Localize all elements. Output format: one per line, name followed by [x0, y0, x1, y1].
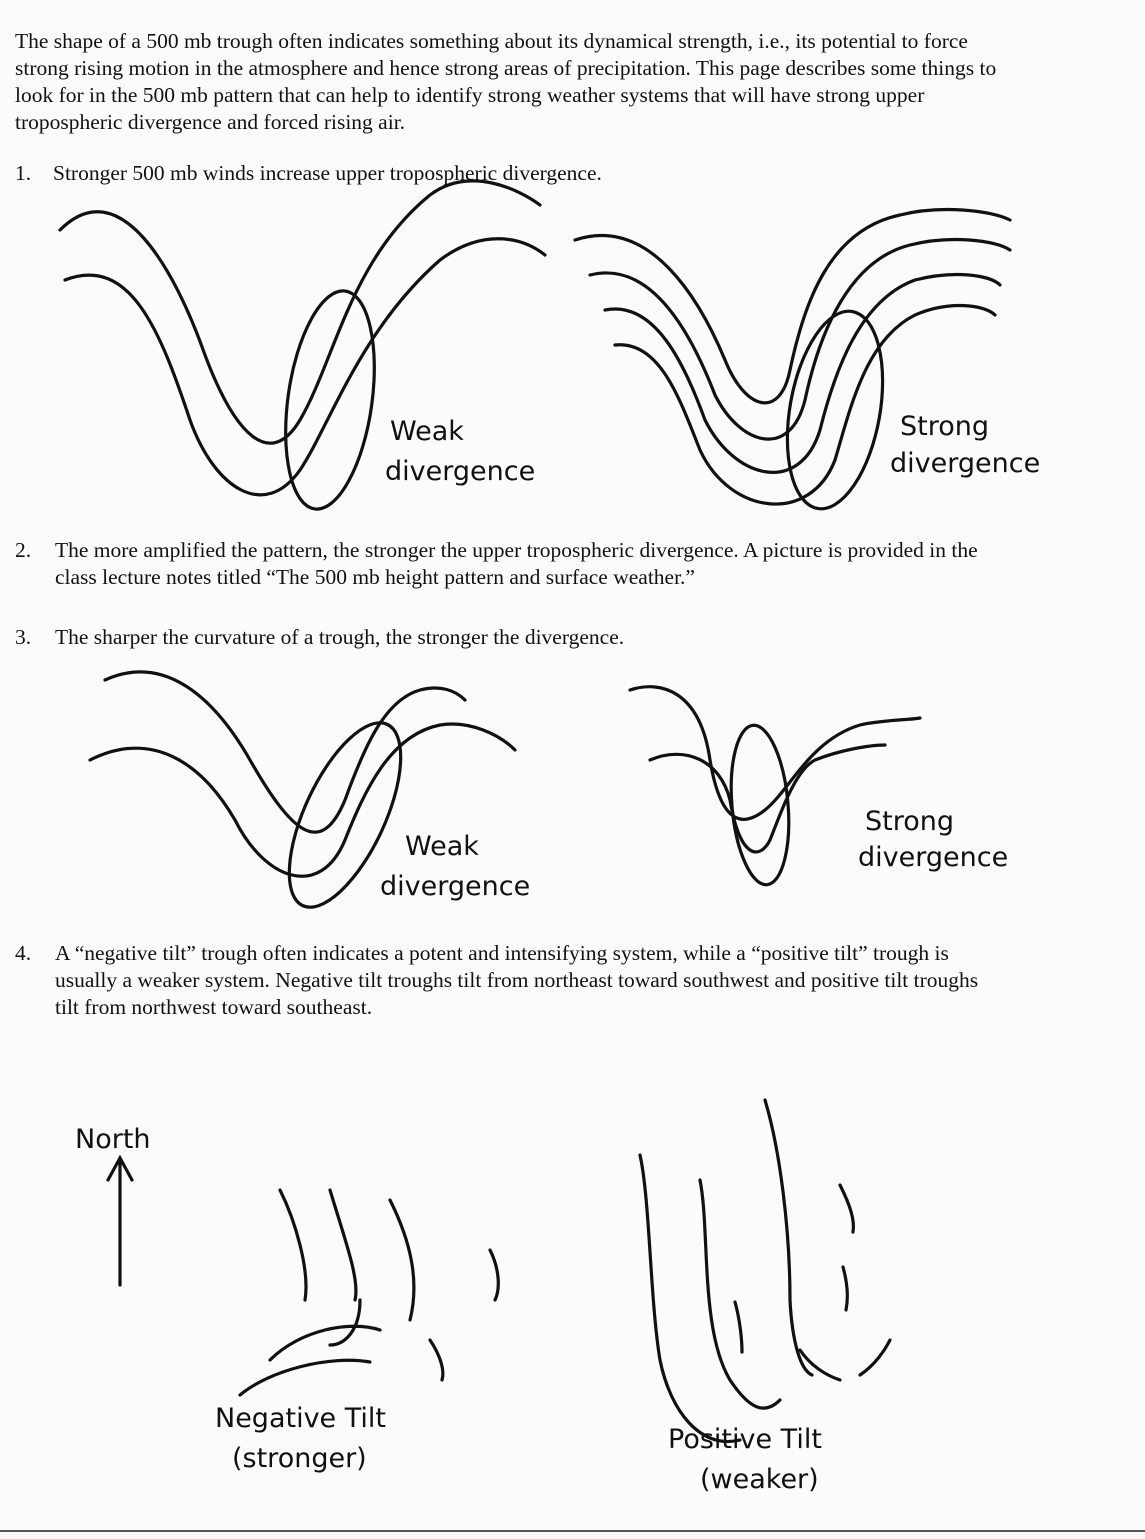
height-contour: [430, 1340, 443, 1380]
north-label: North: [75, 1124, 151, 1155]
sketch1-right-label-2: divergence: [890, 448, 1041, 479]
item-text: A “negative tilt” trough often indicates a potent and intensifying system, while a “positive tilt” trough is usually a weaker system. Negative tilt troughs tilt from northeast toward southwest and positive tilt troughs tilt from northwest toward southeast.: [55, 941, 979, 1019]
sketch1-left-label-2: divergence: [385, 456, 536, 487]
item-text: The more amplified the pattern, the stronger the upper tropospheric divergence. A picture is provided in the class lecture notes titled “The 500 mb height pattern and surface weather.”: [55, 538, 978, 589]
sketch4-right-label-1: Positive Tilt: [668, 1424, 822, 1455]
height-contour: [700, 1180, 780, 1408]
item-number: 4.: [15, 941, 32, 965]
height-contour: [270, 1326, 380, 1360]
item-text: Stronger 500 mb winds increase upper tropospheric divergence.: [53, 161, 602, 185]
height-contour: [735, 1302, 742, 1352]
sketch3-right-label-2: divergence: [858, 842, 1009, 873]
height-contour: [765, 1100, 812, 1375]
north-arrow: [108, 1158, 132, 1285]
sketch4-left-label-2: (stronger): [232, 1443, 367, 1474]
height-contour: [840, 1185, 853, 1232]
item-number: 3.: [15, 625, 32, 649]
sketch4-right-label-2: (weaker): [700, 1464, 819, 1495]
sketch3-left-label-1: Weak: [405, 831, 479, 862]
height-contour: [330, 1190, 356, 1300]
sketch3-left-label-2: divergence: [380, 871, 531, 902]
intro-paragraph: The shape of a 500 mb trough often indicates something about its dynamical strength, i.e., its potential to force strong rising motion in the atmosphere and hence strong areas of precipitation. This page describes some things to look for in the 500 mb pattern that can help to identify strong weather systems that will have strong upper tropospheric divergence and forced rising air.: [15, 29, 997, 134]
height-contour: [240, 1360, 370, 1395]
sketch1-right-label-1: Strong: [900, 411, 990, 442]
height-contour: [843, 1267, 847, 1310]
height-contour: [860, 1340, 890, 1375]
height-contour: [330, 1300, 360, 1345]
page-bottom-rule: [0, 1530, 1145, 1532]
height-contour: [800, 1350, 840, 1380]
sketch3-right-label-1: Strong: [865, 806, 955, 837]
sketch4-left-label-1: Negative Tilt: [215, 1403, 387, 1434]
height-contour: [390, 1200, 414, 1320]
sketch1-left-label-1: Weak: [390, 416, 464, 447]
height-contour: [640, 1155, 740, 1442]
item-number: 1.: [15, 161, 32, 185]
height-contour: [280, 1190, 306, 1300]
item-number: 2.: [15, 538, 32, 562]
item-text: The sharper the curvature of a trough, the stronger the divergence.: [55, 625, 625, 649]
height-contour: [490, 1250, 498, 1300]
